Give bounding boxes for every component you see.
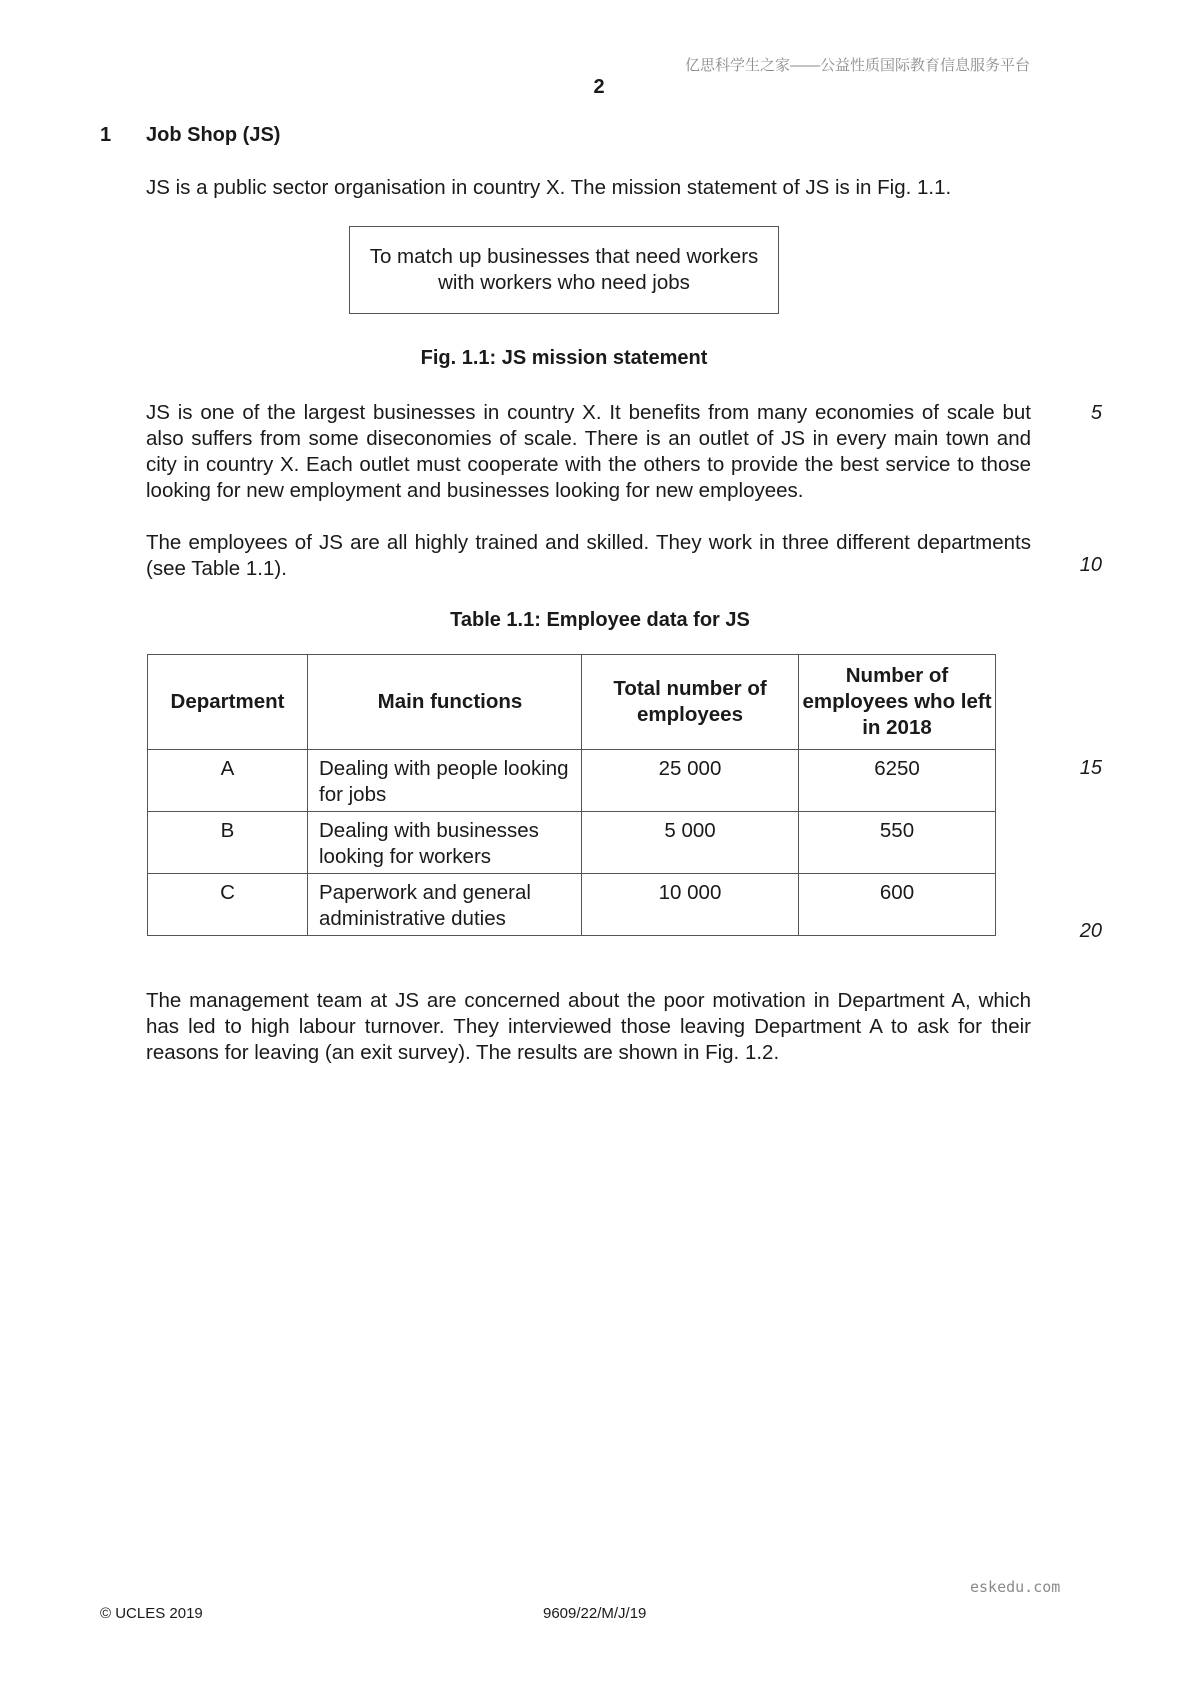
line-number-20: 20	[1079, 920, 1102, 942]
employee-data-table	[147, 654, 996, 936]
table-row	[148, 874, 996, 936]
cell-total: 5 000	[582, 812, 799, 874]
footer-watermark: eskedu.com	[970, 1578, 1061, 1596]
footer-copyright: © UCLES 2019	[100, 1605, 203, 1622]
management-paragraph: The management team at JS are concerned about the poor motivation in Department A, which has led to high labour turnover. They interviewed those leaving Department A to ask for their reasons for leaving (an exit survey). The results are shown in Fig. 1.2.	[146, 989, 1031, 1064]
line-number-15: 15	[1079, 757, 1102, 779]
cell-total: 10 000	[582, 874, 799, 936]
header-department: Department	[148, 655, 308, 750]
cell-left: 600	[799, 874, 996, 936]
cell-department: B	[148, 812, 308, 874]
cell-functions: Dealing with businesses looking for workers	[308, 812, 582, 874]
footer-paper-code: 9609/22/M/J/19	[543, 1605, 647, 1622]
mission-statement-text: To match up businesses that need workers with workers who need jobs	[369, 245, 759, 294]
employees-paragraph: The employees of JS are all highly trained and skilled. They work in three different departments (see Table 1.1).	[146, 531, 1031, 580]
question-title: Job Shop (JS)	[146, 124, 281, 146]
question-number: 1	[100, 124, 112, 146]
table-header-row	[148, 655, 996, 750]
mission-statement-box	[349, 226, 779, 314]
scale-paragraph: JS is one of the largest businesses in country X. It benefits from many economies of scale but also suffers from some diseconomies of scale. There is an outlet of JS in every main town and city in country X. Each outlet must cooperate with the others to provide the best service to those looking for new employment and businesses looking for new employees.	[146, 401, 1031, 502]
cell-left: 6250	[799, 750, 996, 812]
header-total-employees: Total number of employees	[582, 655, 799, 750]
header-watermark: 亿思科学生之家——公益性质国际教育信息服务平台	[685, 57, 1031, 74]
header-main-functions: Main functions	[308, 655, 582, 750]
cell-total: 25 000	[582, 750, 799, 812]
page-number: 2	[593, 76, 605, 98]
cell-department: A	[148, 750, 308, 812]
cell-department: C	[148, 874, 308, 936]
line-number-5: 5	[1090, 402, 1102, 424]
header-employees-left: Number of employees who left in 2018	[799, 655, 996, 750]
cell-functions: Paperwork and general administrative duties	[308, 874, 582, 936]
figure-caption: Fig. 1.1: JS mission statement	[420, 347, 708, 369]
cell-functions: Dealing with people looking for jobs	[308, 750, 582, 812]
intro-paragraph: JS is a public sector organisation in country X. The mission statement of JS is in Fig. 1.1.	[146, 176, 952, 199]
cell-left: 550	[799, 812, 996, 874]
table-row	[148, 750, 996, 812]
line-number-10: 10	[1079, 554, 1102, 576]
table-row	[148, 812, 996, 874]
table-caption: Table 1.1: Employee data for JS	[450, 609, 750, 631]
